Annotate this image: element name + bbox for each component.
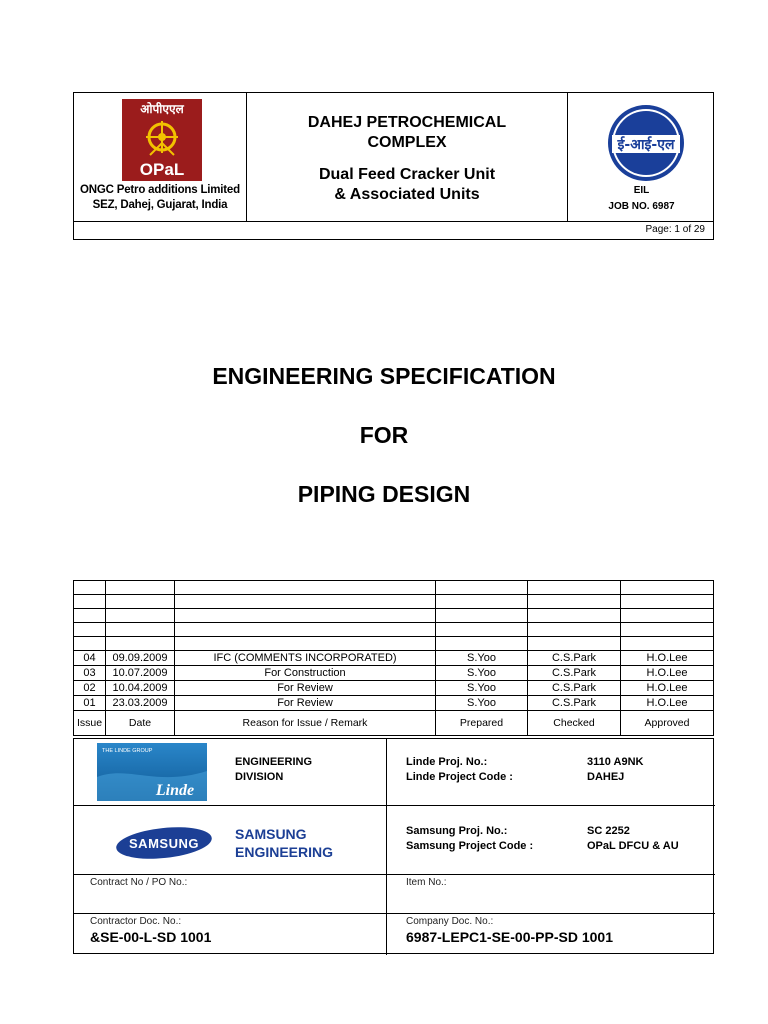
- opal-logo-hindi: ओपीएएल: [140, 102, 184, 116]
- document-header: [73, 92, 714, 240]
- eil-label: EIL: [633, 185, 650, 196]
- cell-prepared: S.Yoo: [436, 681, 528, 696]
- header-reason: Reason for Issue / Remark: [175, 711, 436, 736]
- table-row-blank: [74, 637, 714, 651]
- linde-values: [587, 755, 643, 785]
- cell-reason: For Review: [175, 696, 436, 711]
- eil-logo-icon: [606, 103, 686, 183]
- cell-issue: 04: [74, 651, 106, 666]
- job-number: JOB NO. 6987: [608, 201, 675, 212]
- samsung-name-line2: ENGINEERING: [235, 844, 334, 860]
- samsung-labels: [406, 824, 533, 854]
- opal-logo-wordmark: OPaL: [139, 160, 185, 179]
- table-row: [74, 681, 714, 696]
- contractor-doc-label: Contractor Doc. No.:: [90, 916, 182, 927]
- samsung-name-line1: SAMSUNG: [235, 826, 307, 842]
- company-location: SEZ, Dahej, Gujarat, India: [92, 199, 228, 211]
- linde-proj-code-label: Linde Project Code :: [406, 771, 513, 783]
- table-row: [74, 651, 714, 666]
- unit-title-line1: Dual Feed Cracker Unit: [318, 166, 496, 183]
- contractor-doc-number: &SE-00-L-SD 1001: [90, 929, 212, 945]
- linde-proj-code: DAHEJ: [587, 771, 625, 783]
- unit-title-line2: & Associated Units: [334, 186, 480, 203]
- item-no-label: Item No.:: [406, 877, 447, 888]
- table-row-blank: [74, 595, 714, 609]
- cell-reason: For Construction: [175, 666, 436, 681]
- header-checked: Checked: [528, 711, 621, 736]
- samsung-logo-text: SAMSUNG: [129, 836, 199, 851]
- cell-date: 10.04.2009: [106, 681, 175, 696]
- company-doc-label: Company Doc. No.:: [406, 916, 494, 927]
- cell-date: 09.09.2009: [106, 651, 175, 666]
- linde-proj-no-label: Linde Proj. No.:: [406, 756, 488, 768]
- cell-date: 23.03.2009: [106, 696, 175, 711]
- linde-labels: [406, 755, 513, 785]
- company-name: ONGC Petro additions Limited: [80, 184, 240, 196]
- table-row-blank: [74, 581, 714, 595]
- header-date: Date: [106, 711, 175, 736]
- cell-checked: C.S.Park: [528, 696, 621, 711]
- samsung-proj-code: OPaL DFCU & AU: [587, 840, 679, 852]
- company-name-block: [74, 183, 246, 213]
- samsung-proj-no: SC 2252: [587, 825, 630, 837]
- cell-issue: 03: [74, 666, 106, 681]
- cell-approved: H.O.Lee: [621, 681, 714, 696]
- samsung-proj-code-label: Samsung Project Code :: [406, 840, 534, 852]
- company-doc-number: 6987-LEPC1-SE-00-PP-SD 1001: [406, 929, 613, 945]
- linde-division-line1: ENGINEERING: [235, 756, 313, 768]
- header-prepared: Prepared: [436, 711, 528, 736]
- samsung-name: [235, 825, 333, 861]
- project-title-line1: DAHEJ PETROCHEMICAL: [307, 114, 507, 131]
- cell-checked: C.S.Park: [528, 681, 621, 696]
- table-row: [74, 666, 714, 681]
- linde-logo-icon: [97, 743, 207, 801]
- cell-prepared: S.Yoo: [436, 651, 528, 666]
- samsung-values: [587, 824, 679, 854]
- cell-checked: C.S.Park: [528, 651, 621, 666]
- header-approved: Approved: [621, 711, 714, 736]
- contract-no-label: Contract No / PO No.:: [90, 877, 188, 888]
- linde-group-text: THE LINDE GROUP: [102, 748, 153, 754]
- spec-title-line3: PIPING DESIGN: [297, 481, 471, 507]
- table-header-row: [74, 711, 714, 736]
- linde-proj-no: 3110 A9NK: [587, 756, 644, 768]
- cell-prepared: S.Yoo: [436, 666, 528, 681]
- table-row-blank: [74, 609, 714, 623]
- cell-reason: For Review: [175, 681, 436, 696]
- cell-issue: 02: [74, 681, 106, 696]
- page-number: Page: 1 of 29: [645, 224, 705, 235]
- cell-approved: H.O.Lee: [621, 696, 714, 711]
- linde-division: [235, 755, 312, 785]
- eil-logo-text: ई-आई-एल: [617, 137, 675, 153]
- cell-issue: 01: [74, 696, 106, 711]
- cell-date: 10.07.2009: [106, 666, 175, 681]
- cell-checked: C.S.Park: [528, 666, 621, 681]
- cell-approved: H.O.Lee: [621, 651, 714, 666]
- project-title: [247, 113, 567, 153]
- linde-wordmark: Linde: [155, 782, 195, 799]
- samsung-proj-no-label: Samsung Proj. No.:: [406, 825, 508, 837]
- cell-prepared: S.Yoo: [436, 696, 528, 711]
- project-title-line2: COMPLEX: [367, 134, 447, 151]
- cell-reason: IFC (COMMENTS INCORPORATED): [175, 651, 436, 666]
- contractor-block: [73, 738, 714, 954]
- spec-title-line2: FOR: [359, 422, 409, 448]
- header-issue: Issue: [74, 711, 106, 736]
- cell-approved: H.O.Lee: [621, 666, 714, 681]
- revision-table: [73, 580, 714, 736]
- samsung-logo-icon: [114, 825, 214, 861]
- spec-title-line1: ENGINEERING SPECIFICATION: [212, 363, 556, 389]
- table-row-blank: [74, 623, 714, 637]
- unit-title: [247, 165, 567, 205]
- table-row: [74, 696, 714, 711]
- opal-logo-icon: [122, 99, 202, 181]
- linde-division-line2: DIVISION: [235, 771, 284, 783]
